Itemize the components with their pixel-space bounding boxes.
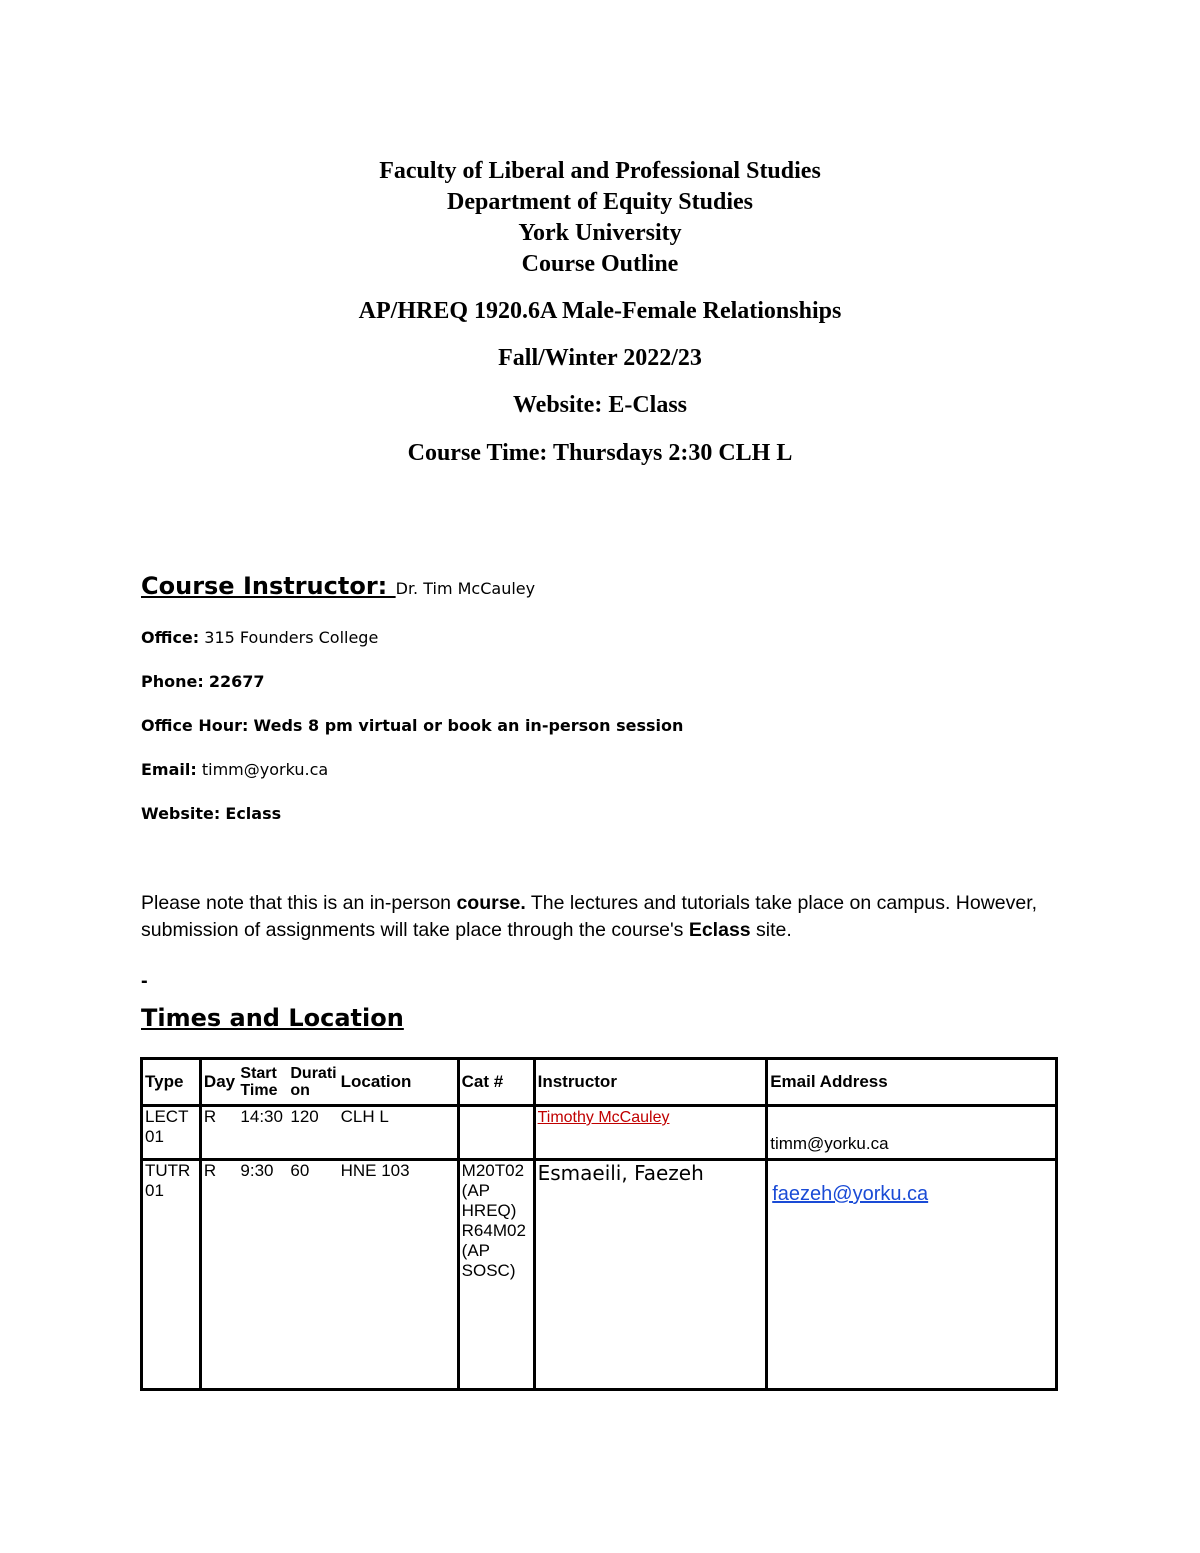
cell-email: timm@yorku.ca [767,1106,1057,1160]
header-cat: Cat # [458,1059,534,1106]
office-hour-value: Weds 8 pm virtual or book an in-person session [253,716,684,735]
document-header [0,156,1200,280]
in-person-note [141,890,1071,944]
instructor-heading [141,572,535,600]
website-label: Website: [141,804,221,823]
cell-instructor [534,1106,767,1160]
cell-cat [458,1106,534,1160]
cell-cat: M20T02 (AP HREQ) R64M02 (AP SOSC) [458,1160,534,1390]
header-duration [288,1059,338,1106]
header-location: Location [339,1059,459,1106]
office-value: 315 Founders College [204,628,379,647]
schedule-table [140,1057,1058,1391]
department-title: Department of Equity Studies [446,189,753,215]
cell-type: LECT 01 [142,1106,201,1160]
doc-type-title: Course Outline [521,251,679,277]
note-text-1: Please note that this is an in-person [141,892,457,914]
cell-location: CLH L [339,1106,459,1160]
office-hour-label: Office Hour: [141,716,249,735]
office-label: Office: [141,628,200,647]
instructor-link[interactable]: Timothy McCauley [537,1109,670,1126]
cell-location: HNE 103 [339,1160,459,1390]
course-time-title: Course Time: Thursdays 2:30 CLH L [407,440,793,466]
office-line [141,628,378,647]
table-header-row [142,1059,1057,1106]
note-bold-eclass: Eclass [688,919,751,941]
times-location-heading: Times and Location [141,1004,404,1032]
faculty-title: Faculty of Liberal and Professional Studies [379,158,821,184]
cell-duration: 120 [288,1106,338,1160]
instructor-name: Dr. Tim McCauley [395,579,536,598]
note-text-3: site. [750,919,792,941]
course-title: AP/HREQ 1920.6A Male-Female Relationships [358,298,842,324]
dash-mark: - [141,970,148,992]
university-title: York University [518,220,682,246]
cell-day: R [200,1160,238,1390]
tutor-name: Esmaeili, Faezeh [537,1161,704,1185]
email-line [141,760,328,779]
email-label: Email: [141,760,197,779]
cell-instructor [534,1160,767,1390]
cell-duration: 60 [288,1160,338,1390]
website-line [141,804,281,823]
instructor-label: Course Instructor: [141,572,396,600]
header-instructor: Instructor [534,1059,767,1106]
email-value: timm@yorku.ca [201,760,329,779]
header-duration-text: Durati on [290,1064,337,1099]
term-title: Fall/Winter 2022/23 [498,345,702,371]
cell-day: R [200,1106,238,1160]
header-email: Email Address [767,1059,1057,1106]
header-start [238,1059,288,1106]
header-day: Day [200,1059,238,1106]
phone-line [141,672,265,691]
tutor-email-link[interactable]: faezeh@yorku.ca [772,1183,929,1205]
note-bold-course: course. [456,892,526,914]
table-row [142,1160,1057,1390]
cell-start: 14:30 [238,1106,288,1160]
note-text-2: The lectures and tutorials take place on campus. However, submission of assignments will take place through the course's [141,892,1038,941]
phone-value: 22677 [208,672,265,691]
phone-label: Phone: [141,672,204,691]
website-value: Eclass [225,804,282,823]
cell-email [767,1160,1057,1390]
cell-start: 9:30 [238,1160,288,1390]
table-row [142,1106,1057,1160]
header-type: Type [142,1059,201,1106]
office-hour-line [141,716,683,735]
website-title: Website: E-Class [513,392,687,418]
header-start-text: Start Time [240,1064,278,1099]
cell-type: TUTR 01 [142,1160,201,1390]
